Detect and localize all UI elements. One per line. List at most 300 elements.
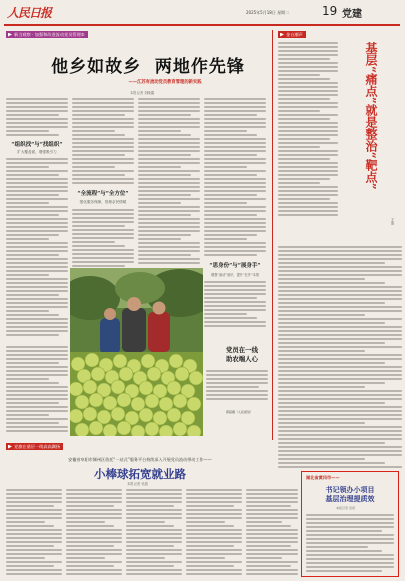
text-line (6, 374, 68, 376)
text-line (6, 202, 49, 204)
text-line (278, 322, 385, 324)
text-line (186, 497, 242, 499)
bottom-col-3 (126, 489, 182, 577)
text-line (278, 342, 385, 344)
text-line (138, 110, 200, 112)
text-line (6, 422, 59, 424)
text-line (138, 98, 200, 100)
text-line (204, 238, 247, 240)
text-line (278, 302, 385, 304)
text-line (278, 382, 385, 384)
text-line (206, 370, 268, 372)
text-line (204, 230, 266, 232)
lead-photo (70, 268, 203, 436)
text-line (126, 549, 182, 551)
text-line (246, 565, 291, 567)
text-line (204, 162, 266, 164)
text-line (138, 186, 200, 188)
text-line (278, 418, 402, 420)
text-line (6, 402, 59, 404)
text-line (72, 217, 134, 219)
text-line (6, 521, 45, 523)
text-line (186, 501, 242, 503)
text-line (6, 386, 68, 388)
text-line (278, 386, 365, 388)
text-line (6, 226, 68, 228)
text-line (6, 430, 68, 432)
text-line (204, 138, 266, 140)
text-line (204, 142, 266, 144)
text-line (72, 178, 134, 180)
page-number: 19 (322, 4, 338, 18)
text-line (278, 442, 385, 444)
text-line (278, 58, 330, 60)
photo-caption: 党员在一线 助农端人心 (226, 346, 258, 363)
text-line (278, 274, 402, 276)
text-line (6, 398, 68, 400)
text-line (204, 210, 266, 212)
text-line (138, 238, 181, 240)
text-line (6, 525, 54, 527)
text-line (278, 202, 338, 204)
text-line (204, 321, 266, 323)
text-line (6, 250, 68, 252)
text-line (6, 362, 59, 364)
text-line (204, 98, 266, 100)
text-line (278, 354, 402, 356)
text-line (278, 138, 330, 140)
text-line (6, 573, 62, 575)
text-line (306, 566, 394, 568)
text-line (6, 541, 62, 543)
text-line (126, 493, 182, 495)
text-line (278, 82, 338, 84)
text-line (204, 114, 257, 116)
text-line (278, 334, 402, 336)
text-line (126, 513, 182, 515)
text-line (126, 509, 182, 511)
lead-col-4 (204, 98, 266, 340)
text-line (6, 318, 68, 320)
text-line (204, 146, 266, 148)
text-line (6, 266, 68, 268)
text-line (126, 541, 182, 543)
lead-sub3-title: “思身份”与“展身手” (209, 263, 261, 269)
lead-sub1-title: “组织找”与“找组织” (11, 142, 63, 148)
text-line (6, 222, 68, 224)
text-line (6, 537, 62, 539)
text-line (204, 134, 257, 136)
text-line (66, 525, 114, 527)
text-line (126, 537, 182, 539)
text-line (6, 497, 62, 499)
text-line (206, 378, 268, 380)
text-line (278, 370, 402, 372)
text-line (278, 438, 402, 440)
text-line (278, 450, 402, 452)
text-line (278, 390, 402, 392)
text-line (6, 170, 68, 172)
text-line (6, 198, 68, 200)
text-line (6, 370, 68, 372)
text-line (204, 226, 266, 228)
text-line (138, 154, 191, 156)
text-line (278, 102, 338, 104)
text-line (6, 98, 68, 100)
text-line (278, 194, 338, 196)
text-line (186, 489, 242, 491)
text-line (72, 158, 134, 160)
text-line (6, 350, 68, 352)
text-line (204, 190, 266, 192)
text-line (72, 237, 134, 239)
text-line (138, 182, 200, 184)
masthead-rule (4, 24, 400, 26)
triangle-icon (8, 445, 12, 449)
text-line (72, 166, 115, 168)
text-line (246, 489, 298, 491)
bottom-section-tag-text: 党旗在基层一线高高飘扬 (14, 444, 61, 449)
text-line (278, 310, 402, 312)
highlighted-tag: 湖北省黄冈市—— (306, 475, 340, 480)
text-line (306, 538, 394, 540)
text-line (126, 505, 174, 507)
text-line (72, 253, 134, 255)
text-line (6, 378, 49, 380)
text-line (6, 418, 68, 420)
text-line (6, 210, 68, 212)
lead-col-left-bottom (6, 346, 68, 434)
text-line (278, 394, 402, 396)
text-line (6, 262, 68, 264)
text-line (186, 513, 242, 515)
text-line (126, 525, 174, 527)
text-line (138, 130, 181, 132)
text-line (278, 318, 402, 320)
text-line (206, 394, 268, 396)
text-line (138, 194, 191, 196)
text-line (66, 505, 114, 507)
text-line (138, 246, 200, 248)
text-line (6, 513, 62, 515)
text-line (126, 565, 174, 567)
text-line (6, 158, 68, 160)
text-line (186, 505, 234, 507)
text-line (6, 234, 59, 236)
text-line (6, 334, 59, 336)
text-line (72, 221, 134, 223)
text-line (246, 497, 298, 499)
text-line (278, 146, 320, 148)
text-line (6, 162, 68, 164)
text-line (278, 110, 320, 112)
text-line (138, 142, 200, 144)
text-line (6, 110, 68, 112)
column-section-tag-text: 金台潮声 (286, 32, 303, 37)
column-text-bottom (278, 246, 402, 468)
text-line (278, 398, 402, 400)
text-line (278, 130, 338, 132)
triangle-icon (280, 33, 284, 37)
text-line (6, 258, 68, 260)
text-line (306, 522, 394, 524)
text-line (138, 178, 200, 180)
text-line (278, 42, 338, 44)
text-line (138, 242, 200, 244)
text-line (126, 533, 182, 535)
text-line (72, 265, 125, 267)
text-line (6, 565, 54, 567)
text-line (186, 549, 242, 551)
text-line (138, 234, 191, 236)
text-line (6, 501, 62, 503)
text-line (204, 202, 247, 204)
triangle-icon (8, 33, 12, 37)
text-line (6, 326, 68, 328)
text-line (278, 286, 402, 288)
text-line (6, 354, 68, 356)
text-line (6, 282, 68, 284)
text-line (278, 170, 338, 172)
text-line (278, 118, 330, 120)
bottom-headline: 小棒球拓宽就业路 (94, 467, 186, 481)
text-line (72, 261, 134, 263)
text-line (278, 78, 330, 80)
text-line (278, 366, 402, 368)
text-line (6, 306, 68, 308)
text-line (278, 90, 338, 92)
highlighted-byline: 本报记者 吴君 (336, 506, 355, 510)
text-line (278, 298, 402, 300)
text-line (186, 537, 242, 539)
text-line (278, 434, 402, 436)
text-line (138, 134, 191, 136)
text-line (278, 294, 402, 296)
text-line (246, 509, 298, 511)
text-line (6, 114, 59, 116)
text-line (72, 146, 134, 148)
text-line (138, 218, 200, 220)
text-line (278, 346, 402, 348)
text-line (278, 122, 338, 124)
masthead (0, 0, 405, 24)
text-line (204, 194, 257, 196)
text-line (278, 46, 338, 48)
text-line (138, 174, 191, 176)
column-headline (344, 42, 400, 242)
photo-credit: 郭超摄（人民视觉） (226, 410, 254, 414)
text-line (72, 150, 134, 152)
text-line (72, 225, 125, 227)
text-line (204, 198, 266, 200)
text-line (138, 262, 200, 264)
text-line (72, 102, 134, 104)
text-line (6, 126, 68, 128)
text-line (204, 182, 266, 184)
text-line (6, 218, 68, 220)
text-line (66, 569, 122, 571)
bottom-col-4 (186, 489, 242, 577)
text-line (278, 306, 402, 308)
text-line (204, 186, 266, 188)
lead-section-tag-text: 新当观察 · 加强和改进流动党员管理② (14, 32, 85, 37)
text-line (278, 278, 365, 280)
text-line (206, 390, 268, 392)
text-line (72, 245, 125, 247)
text-line (278, 458, 365, 460)
text-line (6, 122, 68, 124)
text-line (278, 410, 402, 412)
text-line (66, 517, 122, 519)
section-name: 党建 (342, 9, 362, 20)
text-line (186, 569, 242, 571)
text-line (138, 230, 200, 232)
text-line (138, 138, 200, 140)
text-line (186, 545, 234, 547)
text-line (204, 234, 257, 236)
text-line (72, 170, 134, 172)
text-line (204, 170, 266, 172)
text-line (204, 285, 266, 287)
text-line (72, 249, 134, 251)
text-line (6, 330, 68, 332)
text-line (204, 154, 257, 156)
text-line (6, 238, 49, 240)
text-line (278, 186, 338, 188)
text-line (206, 398, 268, 400)
text-line (278, 254, 402, 256)
text-line (246, 541, 298, 543)
text-line (138, 158, 200, 160)
bottom-col-5 (246, 489, 298, 577)
text-line (278, 426, 402, 428)
text-line (6, 549, 62, 551)
text-line (126, 501, 182, 503)
text-line (278, 98, 330, 100)
text-line (278, 338, 402, 340)
text-line (278, 74, 320, 76)
text-line (278, 402, 385, 404)
text-line (278, 414, 402, 416)
bottom-byline: 本报记者 吴超 (127, 482, 148, 486)
text-line (278, 270, 402, 272)
text-line (204, 313, 247, 315)
text-line (66, 493, 122, 495)
text-line (138, 106, 200, 108)
text-line (278, 454, 402, 456)
newspaper-logo: 人民日报 (7, 6, 52, 20)
text-line (126, 517, 182, 519)
text-line (6, 533, 62, 535)
text-line (6, 254, 59, 256)
text-line (6, 569, 62, 571)
text-line (66, 529, 122, 531)
text-line (278, 166, 338, 168)
text-line (278, 134, 338, 136)
text-line (6, 178, 68, 180)
text-line (278, 378, 402, 380)
text-line (6, 314, 59, 316)
column-headline-line1: 基层“痛点”就是整治“靶点” (364, 42, 378, 190)
text-line (6, 270, 68, 272)
text-line (126, 545, 174, 547)
highlighted-article[interactable] (301, 471, 399, 577)
text-line (186, 493, 242, 495)
text-line (6, 286, 68, 288)
text-line (6, 106, 68, 108)
text-line (204, 206, 266, 208)
text-line (246, 557, 282, 559)
text-line (306, 514, 394, 516)
text-line (138, 114, 191, 116)
text-line (246, 501, 298, 503)
text-line (6, 206, 68, 208)
text-line (204, 293, 266, 295)
text-line (6, 102, 68, 104)
text-line (6, 130, 49, 132)
text-line (6, 529, 62, 531)
text-line (66, 533, 122, 535)
text-line (278, 142, 338, 144)
text-line (278, 466, 402, 468)
text-line (186, 561, 242, 563)
text-line (66, 561, 122, 563)
text-line (278, 70, 338, 72)
text-line (6, 194, 59, 196)
text-line (6, 214, 59, 216)
text-line (246, 545, 291, 547)
lead-sub2-title: “全流程”与“全方位” (77, 191, 129, 197)
text-line (204, 254, 257, 256)
text-line (66, 537, 122, 539)
text-line (306, 562, 394, 564)
text-line (204, 110, 266, 112)
text-line (6, 134, 59, 136)
text-line (6, 186, 68, 188)
text-line (278, 350, 365, 352)
text-line (6, 290, 68, 292)
text-line (6, 509, 62, 511)
text-line (126, 489, 182, 491)
text-line (6, 414, 49, 416)
text-line (204, 126, 266, 128)
highlighted-headline: 书记领办小项目 基层治理提质效 (325, 485, 375, 503)
text-line (126, 497, 182, 499)
text-line (246, 517, 298, 519)
text-line (138, 150, 200, 152)
text-line (204, 158, 266, 160)
text-line (186, 553, 242, 555)
text-line (6, 174, 59, 176)
text-line (204, 305, 266, 307)
text-line (278, 262, 385, 264)
text-line (6, 190, 68, 192)
text-line (72, 241, 115, 243)
bottom-kicker: 安徽省阜阳市颍州区依托“一站式”服务平台持续深入开展党员流动带动工作—— (68, 457, 212, 462)
text-line (278, 190, 338, 192)
text-line (204, 242, 266, 244)
text-line (204, 325, 266, 327)
text-line (246, 553, 298, 555)
text-line (6, 230, 68, 232)
text-line (246, 513, 298, 515)
text-line (278, 210, 338, 212)
text-line (186, 521, 225, 523)
text-line (138, 162, 200, 164)
text-line (204, 174, 257, 176)
text-line (6, 182, 68, 184)
text-line (186, 541, 242, 543)
